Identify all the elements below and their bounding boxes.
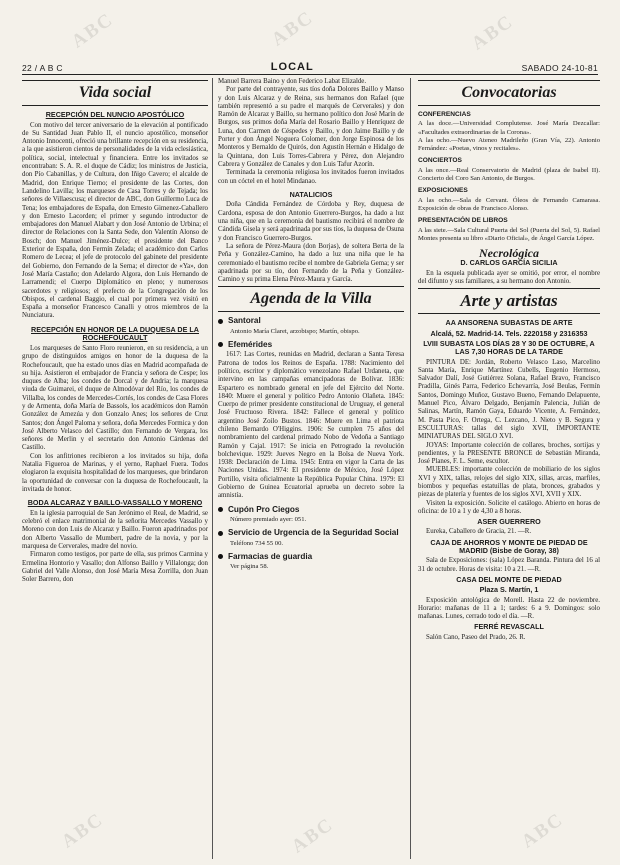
article-body: Manuel Barrera Baino y don Federico Labat Elizalde.	[218, 78, 367, 85]
header-rule	[22, 74, 598, 75]
category-heading: PRESENTACIÓN DE LIBROS	[418, 217, 508, 225]
listing: Sala de Exposiciones: (sala) López Baranda. Pintura del 16 al 31 de octubre. Horas de visita: 10 a 21. —R.	[418, 557, 600, 573]
listing-subtitle: LVIII SUBASTA LOS DÍAS 28 Y 30 DE OCTUBRE, A LAS 7,30 HORAS DE LA TARDE	[423, 338, 595, 357]
watermark: ABC	[267, 6, 318, 51]
section-title: LOCAL	[270, 61, 314, 73]
agenda-text: Número premiado ayer: 051.	[230, 515, 307, 523]
agenda-urgencia	[218, 529, 404, 537]
agenda-text: Teléfono 734 55 00.	[230, 539, 284, 547]
agenda-efemerides	[218, 341, 404, 349]
necrologica-title: Necrológica	[479, 246, 539, 261]
listing: Visiten la exposición. Solicite el catálogo. Abierto en horas de oficina: de 10 a 1 y de 4,30 a 8 horas.	[418, 499, 600, 515]
article-body: Con los anfitriones recibieron a los invitados su hija, doña Natalia Figueroa de Marinas, y el yerno, Raphael Fuera. Todos elogiaron la exquisita hospitalidad de los marqueses, que brindaron la oportunidad de conversar con la duquesa de Rochefoucault, la invitada de honor.	[22, 452, 208, 493]
agenda-cupon	[218, 506, 404, 514]
watermark: ABC	[67, 8, 118, 53]
article-body: Firmaron como testigos, por parte de ella, sus primos Carmina y Ermelina Hontorio y Vasallo; don Alfonso Baillo y Villalonga; don Gabriel del Valle Alonso, don José María Mesa Zorrilla, don Juan Soler Barrero, don	[22, 551, 208, 584]
listing: A las ocho.—Nuevo Ateneo Madrileño (Gran Vía, 22). Antonio Fernández: «Poetas, vinos y recitales».	[418, 136, 600, 153]
arte-title: Arte y artistas	[418, 288, 600, 314]
watermark: ABC	[57, 808, 108, 853]
agenda-text: Antonio María Claret, arzobispo; Martín, obispo.	[230, 327, 360, 335]
listing: Eureka, Caballero de Gracia, 21. —R.	[426, 528, 532, 536]
listing: A las siete.—Sala Cultural Puerta del Sol (Puerta del Sol, 5). Rafael Montes presenta su libro «Diario Oficial», de Ángel García López.	[418, 226, 600, 242]
page-header	[22, 57, 598, 73]
column-divider	[410, 78, 411, 859]
listing-heading: ASER GUERRERO	[477, 517, 541, 527]
agenda-heading: Farmacias de guardia	[228, 551, 313, 561]
category-heading: CONCIERTOS	[418, 157, 462, 165]
agenda-farmacias	[218, 553, 404, 561]
agenda-text: Ver página 58.	[230, 563, 269, 571]
listing: Exposición antológica de Morell. Hasta 22 de noviembre. Horario: mañanas de 11 a 1; tardes: 6 a 9. Domingos: solo mañanas. Lunes, cerrado todo el día. —R.	[418, 596, 600, 621]
column-agenda	[218, 78, 404, 859]
bullet-icon	[218, 554, 223, 559]
category-heading: CONFERENCIAS	[418, 111, 471, 118]
article-title: BODA ALCARAZ Y BAILLO-VASSALLO Y MORENO	[27, 498, 203, 508]
agenda-heading: Servicio de Urgencia de la Seguridad Social	[228, 528, 399, 538]
vida-social-title: Vida social	[22, 80, 208, 106]
agenda-text: 1617: Las Cortes, reunidas en Madrid, declaran a Santa Teresa Patrona de todos los Reinos de España. 1788: Nacimiento del político, escritor y diplomático venezolano Rafael Urdaneta, que intervino en las campañas emancipadoras de Bolívar. 1836: Espartero es nombrado general en jefe del Ejército del Norte. 1840: Muere el general y político Pedro Antonio Olañeta. 1845: Cuerpo de primer presidente constitucional de Uruguay, el general José Fructuoso Rivera. 1842: Fallece el general y político argentino José Zoilo Bustos. 1846: Muere en Lima el patriota chileno Bernardo O'Higgins. 1906: Se cumplen 75 años del nombramiento del cardenal primado Nobo de Vedoña a Santiago Ramón y Cajal. 1917: Se inicia en Petrogrado la revolución bolchevique. 1929: Jueves Negro en la Bolsa de Nueva York. 1938: Declaración de Lima. 1945: Entra en vigor la Carta de las Naciones Unidas. 1974: El presidente de México, José López Portillo, visita oficialmente la República Popular China. 1979: El Gobierno de Guinea Ecuatorial aprueba un decreto sobre la amnistía.	[218, 351, 404, 500]
article-body: Terminada la ceremonia religiosa los invitados fueron invitados con un cóctel en el hotel Mindanao.	[218, 169, 404, 185]
article-body: Los marqueses de Santo Floro reunieron, en su residencia, a un grupo de distinguidos amigos en honor de la duquesa de la Rochefoucault, que ha estado unos días en Madrid acompañada de su hija. Asistieron el embajador de Francia y señora de Cespe; los duques de Alba; los condes de Dorcal y de Andria; la marquesa viuda de Guimarei, el duque de Almodóvar del Río, los condes de Villalba, los condes de Mercedes-Cortés, los condes de Casa Flores y de Armenta, doña María de Bassols, los académicos don Ramón González de Amezúa y don Gonzalo Anes; los señores de Cruz Santos; don Ángel Paloma y señora, doña Mercedes Formica y don José Alberto Velasco del Castillo; don Fernando de Vergara, los señores de Merlin y el secretario don Antonio Cárdenas del Castillo.	[22, 344, 208, 452]
article-body: Doña Cándida Fernández de Córdoba y Rey, duquesa de Cardona, esposa de don Antonio Guerrero-Burgos, ha dado a luz una niña, que en la ceremonia del bautismo recibirá el nombre de Cándida Gisela y será apadrinada por sus tíos, la duquesa de Osuna y don Francisco Guerrero-Burgos.	[218, 201, 404, 242]
article-body: En la esquela publicada ayer se omitió, por error, el nombre del difunto y sus familiares, a su hermano don Antonio.	[418, 269, 600, 286]
watermark: ABC	[287, 813, 338, 858]
bullet-icon	[218, 319, 223, 324]
necrologica-name: D. CARLOS GARCÍA SICILIA	[460, 258, 558, 268]
article-title: RECEPCIÓN DEL NUNCIO APOSTÓLICO	[45, 110, 185, 119]
bullet-icon	[218, 531, 223, 536]
listing: JOYAS: Importante colección de collares, broches, sortijas y pendientes, y la PRESENTE BRONCE de Sebastián Miranda, José Planes, F. L. Seme, escultor.	[418, 441, 600, 466]
listing-heading: AA ANSORENA SUBASTAS DE ARTE	[445, 318, 573, 328]
agenda-santoral	[218, 317, 404, 325]
agenda-heading: Efemérides	[228, 340, 273, 350]
listing-address: Plaza S. Martín, 1	[479, 585, 539, 595]
listing: A las ocho.—Sala de Cervant. Óleos de Fernando Camarasa. Exposición de obras de Francisco Alonso.	[418, 196, 600, 212]
article-body: Por parte del contrayente, sus tíos doña Dolores Baillo y Manso y don Luis Alcaraz y de Reina, sus hermanos don Rafael (que también representó a su padre el marqués de Cerverales) y don Ramón de Alcaraz y Baillo, su hermano político don José Marín de Burgos, sus primos doña María del Rosario Baillo y Henríquez de Luna, don Carmen de Céspedes y Baillo, y don Jaime Baillo y de Porter y don Ángel Noguera Colomer, don Jorge Espinosa de los Monteros y Bernaldo de Quirós, don Agustín Hernán e Hidalgo de la Quintana, don Luis Torres-Cabrera y Pérez, don Alejandro Cabrera y González de Canales y don Luis Tafur Azorín.	[218, 86, 404, 168]
listing-heading: CAJA DE AHORROS Y MONTE DE PIEDAD DE MADRID (Bisbe de Goray, 38)	[430, 537, 588, 556]
issue-date: SABADO 24-10-81	[521, 63, 598, 73]
agenda-heading: Santoral	[228, 316, 261, 326]
listing-address: Alcalá, 52. Madrid-14. Tels. 2220158 y 2316353	[430, 328, 588, 338]
listing-heading: CASA DEL MONTE DE PIEDAD	[456, 574, 562, 584]
article-title: NATALICIOS	[289, 189, 333, 199]
watermark: ABC	[517, 808, 568, 853]
listing: MUEBLES: importante colección de mobiliario de los siglos XVI y XIX, tallas, relojes del siglo XIX, sillas, arcas, marfiles, biombos y pequeñas estatuillas de plata, bronces, grabados y piezas de platería y fuentes de los siglos XVI, XVII y XIX.	[418, 466, 600, 499]
bullet-icon	[218, 342, 223, 347]
watermark: ABC	[467, 10, 518, 55]
listing: PINTURA DE: Jordán, Roberto Velasco Laso, Marcelino Santa María, Enrique Martínez Cubells, Eugenio Hermoso, Salvador Dalí, José Gutiérrez Solana, Rafael Bravo, Francisco Pradilla, Ginés Parra, Federico Echevarría, José Beulas, Fermín Santos, Domingo Muñoz, Gustavo Bueno, Fernando Delapuente, Manuel Pico, Álvaro Delgado, Benjamín Palencia, Julián de Salinas, Martín, Ramón Gaya, Eduardo Vicente, A. Fernández, M. Pasta Pico, F. Ortega, C. Lezcano, J. Nieto y B. Segura y ESCULTURAS: tallas del siglo XVII, IMPORTANTE MINIATURAS DEL SIGLO XVI.	[418, 358, 600, 441]
listing: Salón Cano, Paseo del Prado, 26. R.	[426, 633, 526, 641]
page-number: 22 / A B C	[22, 63, 63, 73]
bullet-icon	[218, 507, 223, 512]
column-vida-social	[22, 78, 208, 859]
column-convocatorias	[418, 78, 600, 859]
article-title: RECEPCIÓN EN HONOR DE LA DUQUESA DE LA ROCHEFOUCAULT	[31, 324, 199, 343]
column-divider	[212, 78, 213, 859]
article-body: En la iglesia parroquial de San Jerónimo el Real, de Madrid, se celebró el enlace matrimonial de la señorita Mercedes Vassallo y Moreno con don Luis de Alcaraz y Baillo. Fueron apadrinados por don Alberto Vassallo de Mumbert, padre de la novia, y por la marquesa de Cerverales, madre del novio.	[22, 509, 208, 551]
listing-heading: FERRÉ REVASCALL	[474, 622, 544, 632]
article-body: Con motivo del tercer aniversario de la elevación al pontificado de Su Santidad Juan Pablo II, el nuncio apostólico, monseñor Antonio Innocenti, ofreció una brillante recepción en su residencia, a la que asistieron cientos de personalidades de la vida eclesiástica, política, social, intelectual y financiera. Entre los invitados se encontraban: S. A. R. el duque de Cádiz; los ministros de Justicia, don Pío Cabanillas, y de Cultura, don Iñigo Cavero; el alcalde de Madrid, don Enrique Tierno; el presidente de las Cortes, don Landelino Lavilla; los marqueses de Casa Torres y de Tejada; los señores de Villaescusa; el director de ABC, don Guillermo Luca de Tena; los embajadores de España, don Ernesto Gimenez-Caballero y don Ernesto Lacorden; el primer y segundo introductor de embajadores don Manuel Alabart y don José Antonio de Urbina; el director de Relaciones con la Santa Sede, don Valentín Alonso de Bosch; don Manuel Jiménez-Dulce; el presidente del Banco Exterior de España, don Fermín Zelada; el académico don Carlos Romero de Lecea; el jefe de protocolo del gabinete del presidente del Gobierno, don Fernando de la Serna; el director de «Ya», don José María Castaño; don Adelardo Algora, don Luis Hernando de Larramendi; el Cuerpo Diplomático en pleno; y numerosos sacerdotes y religiosos; el prefecto de la Congregación de los Obispos, el cardenal Baggio, el cual por primera vez visitó en España a monseñor Francesco Canalli y otros miembros de la Nunciatura.	[22, 121, 208, 320]
agenda-title: Agenda de la Villa	[218, 286, 404, 312]
listing: A las once.—Real Conservatorio de Madrid (plaza de Isabel II). Concierto del Coro San Antonio, de Burgos.	[418, 166, 600, 183]
category-heading: EXPOSICIONES	[418, 187, 468, 195]
convocatorias-title: Convocatorias	[418, 80, 600, 106]
agenda-heading: Cupón Pro Ciegos	[228, 504, 300, 514]
listing: A las doce.—Universidad Complutense. José María Dezcallar: «Facultades extraordinarias de la Corona».	[418, 120, 600, 136]
article-body: La señora de Pérez-Maura (don Borjas), de soltera Berta de la Peña y González-Camino, ha dado a luz una niña que le ha ceremoniado el bautismo recibe el nombre de Gabriela Gema; y ser apadrinada por su tío, don Fernando de la Peña y González-Camino y su prima Elena Pérez-Maura y García.	[218, 242, 404, 284]
